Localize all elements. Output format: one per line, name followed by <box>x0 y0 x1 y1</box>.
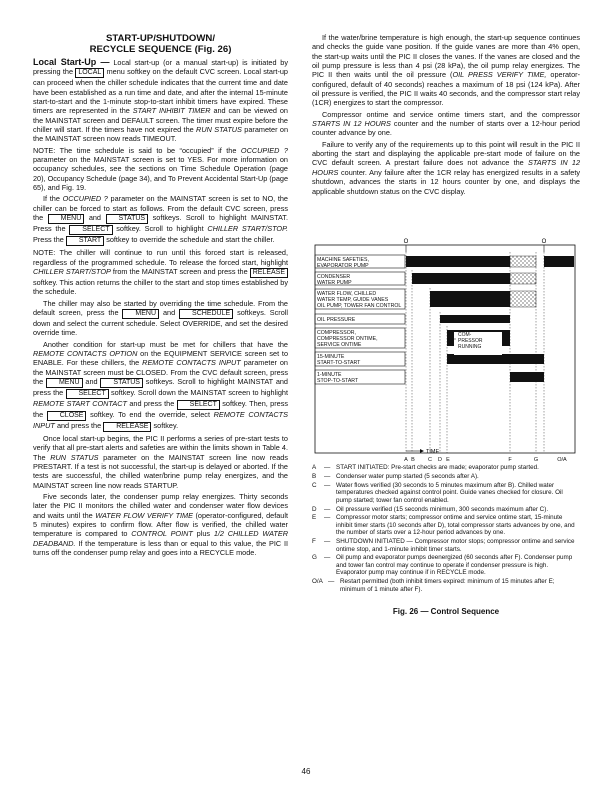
page-number: 46 <box>301 767 311 776</box>
axis-label: D <box>438 457 442 463</box>
close-softkey: CLOSE <box>47 411 87 421</box>
row-label: 15-MINUTE <box>317 354 345 360</box>
schedule-softkey: SCHEDULE <box>179 309 233 319</box>
legend-item: F — SHUTDOWN INITIATED — Compressor motor stops; compressor ontime and service ontime stop, and 1-minute inhibit timer starts. <box>312 538 575 553</box>
axis-label: F <box>508 457 512 463</box>
menu-softkey: MENU <box>46 378 83 388</box>
row-label: EVAPORATOR PUMP <box>317 263 369 269</box>
row-label: COMPRESSOR, <box>317 330 356 336</box>
note-occupied: NOTE: The time schedule is said to be “occupied” if the OCCUPIED ? parameter on the MAINSTAT screen is set to YES. For more information on occupancy schedules, see the sections on Time Schedule Operation (page 20), Occupancy Schedule (page 34), and To Prevent Accidental Start-Up (page 65), and Fig. 19. <box>33 145 289 193</box>
row-label: CONDENSER <box>317 274 351 280</box>
bar-water-flow-optional <box>510 291 536 307</box>
para-force-start: If the OCCUPIED ? parameter on the MAINSTAT screen is set to NO, the chiller can be forced to start as follows. From the default CVC screen, press the MENU and STATUS softkeys. Scroll to highlight MAINSTAT. Press the SELECT softkey. Scroll to highlight CHILLER START/STOP. Press the START softkey to override the schedule and start the chiller. <box>33 194 289 245</box>
bar-condenser-pump <box>412 273 510 284</box>
para-prestart: Once local start-up begins, the PIC II performs a series of pre-start tests to verify that all pre-start alerts and safeties are within the limits shown in Table 4. The RUN STATUS parameter on the MAINSTAT screen line now reads PRESTART. If a test is not successful, the start-up is delayed or aborted. If the tests are successful, the chilled water/brine pump relay energizes, and the MAINSTAT screen line now reads STARTUP. <box>33 433 288 490</box>
axis-label: G <box>533 457 539 463</box>
bar-evap-pump <box>406 256 510 267</box>
para-local-startup: Local Start-Up — Local start-up (or a manual start-up) is initiated by pressing the LOCAL menu softkey on the default CVC screen. Local start-up can proceed when the chiller schedule indicates that the current time and date have been established as a run time and date, and after the internal 15-minute start-to-start and the 1-minute stop-to-start inhibit timers have expired. These timers are represented in the START INHIBIT TIMER and can be viewed on the MAINSTAT screen and DEFAULT screen. The timer must expire before the chiller will start. If the timers have not expired the RUN STATUS parameter on the MAINSTAT screen now reads TIMEOUT. <box>33 57 289 144</box>
section-heading: START-UP/SHUTDOWN/ RECYCLE SEQUENCE (Fig. 26) <box>89 33 232 55</box>
status-softkey: STATUS <box>106 214 149 224</box>
top-mark-o: O <box>403 239 409 245</box>
figure-legend <box>312 464 580 595</box>
row-label: OIL PUMP, TOWER FAN CONTROL <box>317 303 402 309</box>
annotation: RUNNING <box>458 344 482 350</box>
para-condenser-pump: Five seconds later, the condenser pump relay energizes. Thirty seconds later the PIC II monitors the chilled water and condenser water flow devices and waits until the WATER FLOW VERIFY TIME (operator-configured, default 5 minutes) expires to confirm flow. After flow is verified, the chilled water temperature is compared to CONTROL POINT plus 1/2 CHILLED WATER DEADBAND. If the temperature is less than or equal to this value, the PIC II turns off the condenser pump relay and goes into a RECYCLE mode. <box>33 492 289 558</box>
para-override: The chiller may also be started by overriding the time schedule. From the default screen, press the MENU and SCHEDULE softkeys. Scroll down and select the current schedule. Select OVERRIDE, and set the desired override time. <box>33 298 289 338</box>
legend-item: C — Water flows verified (30 seconds to 5 minutes maximum after B). Chilled water temperatures checked against control point. Guide vanes checked for closure. Oil pump started; tower fan control enabled. <box>312 481 563 504</box>
para-guide-vanes: If the water/brine temperature is high enough, the start-up sequence continues and checks the guide vane position. If the guide vanes are more than 4% open, the start-up waits until the PIC II closes the vanes. If the vanes are closed and the oil pump pressure is less than 4 psi (28 kPa), the oil pump relay energizes. The PIC II then waits until the oil pressure (OIL PRESS VERIFY TIME, operator-configured, default of 40 seconds) reaches a maximum of 18 psi (124 kPa). After oil pressure is verified, the PIC II waits 40 seconds, and the compressor start relay (1CR) energizes to start the compressor. <box>312 33 580 108</box>
status-softkey: STATUS <box>100 378 143 388</box>
row-label: WATER FLOW, CHILLED <box>317 291 377 297</box>
bar-oil-pressure <box>440 315 510 323</box>
para-remote-contacts: Another condition for start-up must be met for chillers that have the REMOTE CONTACTS OPTION on the EQUIPMENT SERVICE screen set to ENABLE. For these chillers, the REMOTE CONTACTS INPUT parameter on the MAINSTAT screen must be CLOSED. From the CVC default screen, press the MENU and STATUS softkeys. Scroll to highlight MAINSTAT and press the SELECT softkey. Scroll down the MAINSTAT screen to highlight REMOTE START CONTACT and press the SELECT softkey. Then, press the CLOSE softkey. To end the override, select REMOTE CONTACTS INPUT and press the RELEASE softkey. <box>33 339 289 430</box>
para-ontime: Compressor ontime and service ontime timers start, and the compressor STARTS IN 12 HOURS counter and the number of starts over a 12-hour period counter advance by one. <box>312 109 580 138</box>
bar-1min-timer <box>510 372 544 382</box>
row-label: MACHINE SAFETIES, <box>317 257 369 263</box>
axis-label: O/A <box>557 457 567 463</box>
legend-item: G — Oil pump and evaporator pumps deenergized (60 seconds after F). Condenser pump and tower fan control may continue to operate if condenser pressure is high. Evaporator pump may continue if in RECYCLE mode. <box>312 554 573 577</box>
legend-item: B — Condenser water pump started (5 seconds after A). <box>312 472 479 480</box>
top-mark-o: O <box>541 239 547 245</box>
legend-item: D — Oil pressure verified (15 seconds minimum, 300 seconds maximum after C). <box>312 505 549 513</box>
axis-label: B <box>411 457 415 463</box>
row-label: WATER TEMP, GUIDE VANES <box>317 297 389 303</box>
row-label: SERVICE ONTIME <box>317 342 362 348</box>
annotation: COM- <box>458 332 472 338</box>
annotation: PRESSOR <box>458 338 483 344</box>
select-softkey: SELECT <box>66 389 109 399</box>
bar-water-flow <box>430 291 510 307</box>
bar-15min-timer <box>447 354 544 364</box>
row-label: STOP-TO-START <box>317 378 359 384</box>
axis-label: C <box>428 457 432 463</box>
select-softkey: SELECT <box>69 225 112 235</box>
row-label: 1-MINUTE <box>317 372 342 378</box>
row-label: START-TO-START <box>317 360 361 366</box>
axis-label: E <box>446 457 450 463</box>
row-label: OIL PRESSURE <box>317 317 356 323</box>
row-label: WATER PUMP <box>317 280 352 286</box>
legend-item: E — Compressor motor starts; compressor ontime and service ontime start, 15-minute inhibit timer starts (10 seconds after D), total compressor starts advances by one, and the number of starts over a 12-hour period advances by one. <box>312 514 575 537</box>
select-softkey: SELECT <box>177 400 220 410</box>
menu-softkey: MENU <box>48 214 85 224</box>
menu-softkey: MENU <box>122 309 159 319</box>
release-softkey: RELEASE <box>103 422 151 432</box>
note-release: NOTE: The chiller will continue to run until this forced start is released, regardless of the programmed schedule. To release the forced start, highlight CHILLER START/STOP from the MAINSTAT screen and press the RELEASE softkey. This action returns the chiller to the start and stop times established by the schedule. <box>33 248 288 297</box>
local-softkey: LOCAL <box>75 68 104 78</box>
legend-item: O/A — Restart permitted (both inhibit timers expired: minimum of 15 minutes after E; minimum of 1 minute after F). <box>312 578 555 593</box>
row-label: COMPRESSOR ONTIME, <box>317 336 378 342</box>
bar-evap-pump-restart <box>544 256 574 267</box>
start-softkey: START <box>66 236 104 246</box>
axis-label: A <box>404 457 408 463</box>
bar-evap-pump-optional <box>510 256 536 267</box>
release-softkey: RELEASE <box>250 268 288 278</box>
time-label: TIME <box>426 449 440 455</box>
bar-condenser-pump-optional <box>510 273 536 284</box>
figure-caption: Fig. 26 — Control Sequence <box>392 607 500 616</box>
para-failure: Failure to verify any of the requirements up to this point will result in the PIC II aborting the start and displaying the applicable pre-start mode of failure on the CVC default screen. A prestart failure does not advance the STARTS IN 12 HOURS counter. Any failure after the 1CR relay has energized results in a safety shutdown, advances the starts in 12 hours counter by one, and displays the applicable shutdown status on the CVC display. <box>312 139 580 196</box>
legend-item: A — START INITIATED: Pre-start checks are made; evaporator pump started. <box>312 464 539 471</box>
